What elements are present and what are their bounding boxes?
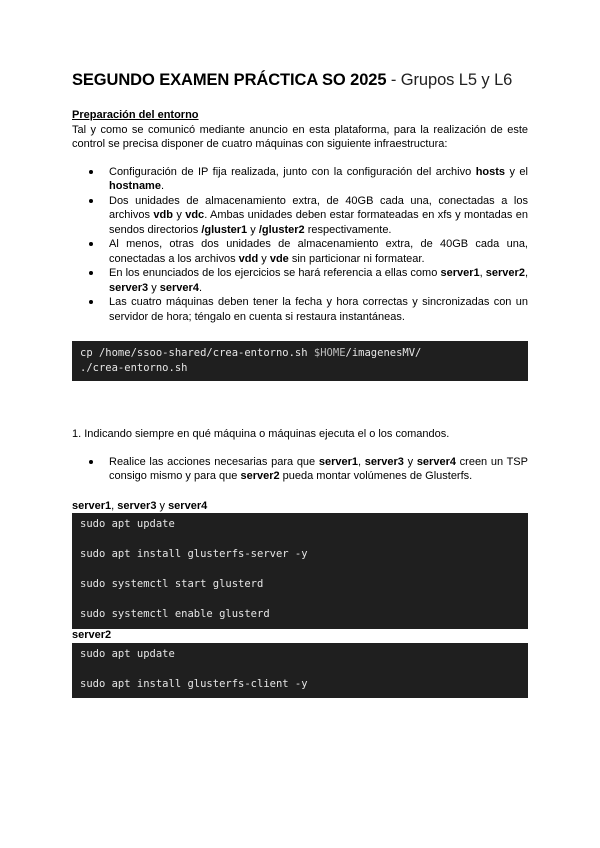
code-line (80, 532, 520, 547)
code-line: sudo apt update (80, 648, 175, 660)
question-1-text: 1. Indicando siempre en qué máquina o máquinas ejecuta el o los comandos. (72, 428, 450, 440)
list-item: Dos unidades de almacenamiento extra, de 40GB cada una, conectadas a los archivos vdb y vdc. Ambas unidades deben estar formateadas en xfs y montadas en sendos directorios /gluster1 y /gluster2 respectivamente. (72, 194, 528, 238)
code-line (80, 662, 520, 677)
code-block-client-install[interactable] (72, 643, 528, 698)
code-line: sudo apt install glusterfs-server -y (80, 548, 308, 560)
list-item: Realice las acciones necesarias para que server1, server3 y server4 creen un TSP consigo mismo y para que server2 pueda montar volúmenes de Glusterfs. (72, 455, 528, 484)
title-rest: - Grupos L5 y L6 (386, 71, 513, 89)
code-line: sudo apt install glusterfs-client -y (80, 678, 308, 690)
code-line: cp /home/ssoo-shared/crea-entorno.sh $HOME/imagenesMV/ (80, 347, 422, 359)
page-title (72, 71, 512, 90)
code-block-server-install[interactable] (72, 513, 528, 629)
question-1 (72, 427, 528, 484)
list-item: Al menos, otras dos unidades de almacenamiento extra, de 40GB cada una, conectadas a los archivos vdd y vde sin particionar ni formatear. (72, 237, 528, 266)
code-line: sudo systemctl enable glusterd (80, 608, 270, 620)
question-1-bullets (72, 455, 528, 484)
code-line: sudo apt update (80, 518, 175, 530)
prep-bullet-list (72, 165, 528, 325)
list-item: Las cuatro máquinas deben tener la fecha y hora correctas y sincronizadas con un servidor de hora; téngalo en cuenta si restaura instantáneas. (72, 295, 528, 324)
code-line: sudo systemctl start glusterd (80, 578, 264, 590)
code-line: ./crea-entorno.sh (80, 362, 188, 374)
prep-section (72, 108, 528, 324)
code-line (80, 562, 520, 577)
label-server2: server2 (72, 629, 112, 641)
prep-intro: Tal y como se comunicó mediante anuncio en esta plataforma, para la realización de este control se precisa disponer de cuatro máquinas con siguiente infraestructura: (72, 123, 528, 150)
prep-heading: Preparación del entorno (72, 109, 199, 121)
label-servers-1-3-4: server1, server3 y server4 (72, 500, 208, 512)
list-item: Configuración de IP fija realizada, junto con la configuración del archivo hosts y el hostname. (72, 165, 528, 194)
list-item: En los enunciados de los ejercicios se hará referencia a ellas como server1, server2, server3 y server4. (72, 266, 528, 295)
code-block-setup[interactable] (72, 341, 528, 381)
title-bold: SEGUNDO EXAMEN PRÁCTICA SO 2025 (72, 71, 387, 89)
code-line (80, 592, 520, 607)
